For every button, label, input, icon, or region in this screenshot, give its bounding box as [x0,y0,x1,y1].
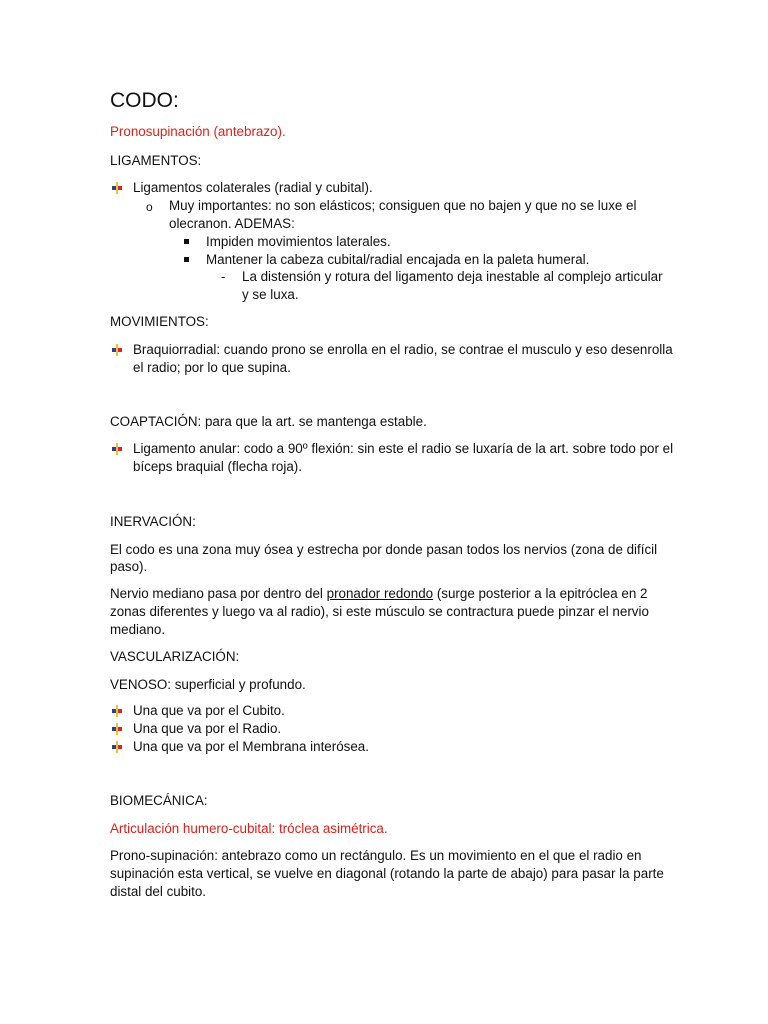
arrow-bullet-icon [112,741,122,753]
list-item-cont: olecranon. ADEMAS: [169,216,295,231]
list-item-cont: el radio; por lo que supina. [133,360,291,375]
square-bullet-icon [184,239,189,244]
subtitle-red: Pronosupinación (antebrazo). [110,124,286,139]
list-item-cont: bíceps braquial (flecha roja). [133,459,302,474]
heading-coaptacion: COAPTACIÓN: para que la art. se mantenga estable. [110,414,427,429]
list-item: Impiden movimientos laterales. [206,234,391,249]
list-item: Muy importantes: no son elásticos; consiguen que no bajen y que no se luxe el [169,198,637,213]
paragraph-text: Nervio mediano pasa por dentro del [110,586,327,601]
list-item: Una que va por el Cubito. [133,703,285,718]
heading-ligamentos: LIGAMENTOS: [110,153,202,168]
arrow-bullet-icon [112,723,122,735]
arrow-bullet-icon [112,443,122,455]
circle-bullet-icon: o [146,200,153,214]
page-title: CODO: [110,89,179,112]
arrow-bullet-icon [112,344,122,356]
paragraph-line: distal del cubito. [110,884,207,899]
list-item: Mantener la cabeza cubital/radial encajada en la paleta humeral. [206,252,590,267]
heading-movimientos: MOVIMIENTOS: [110,314,209,329]
list-item-cont: y se luxa. [242,287,299,302]
paragraph-line: supinación esta vertical, se vuelve en diagonal (rotando la parte de abajo) para pasar la parte [110,866,664,881]
paragraph-line: El codo es una zona muy ósea y estrecha por donde pasan todos los nervios (zona de difícil [110,542,658,557]
paragraph-text: (surge posterior a la epitróclea en 2 [433,586,648,601]
heading-inervacion: INERVACIÓN: [110,514,196,529]
paragraph-line: paso). [110,559,148,574]
list-item: Ligamentos colaterales (radial y cubital). [133,180,373,195]
arrow-bullet-icon [112,705,122,717]
paragraph-line: Prono-supinación: antebrazo como un rectángulo. Es un movimiento en el que el radio en [110,848,642,863]
paragraph-line: mediano. [110,622,166,637]
paragraph-line: zonas diferentes y luego va al radio), si este músculo se contractura puede pinzar el nervio [110,604,649,619]
list-item: Una que va por el Radio. [133,721,282,736]
paragraph-line: VENOSO: superficial y profundo. [110,677,306,692]
red-subheading: Articulación humero-cubital: tróclea asimétrica. [110,821,388,836]
arrow-bullet-icon [112,182,122,194]
paragraph-line [110,585,647,603]
dash-bullet-icon: - [221,269,226,284]
list-item: Ligamento anular: codo a 90º flexión: sin este el radio se luxaría de la art. sobre todo por el [133,441,674,456]
heading-biomecanica: BIOMECÁNICA: [110,793,208,808]
square-bullet-icon [184,257,189,262]
list-item: La distensión y rotura del ligamento deja inestable al complejo articular [242,269,663,284]
heading-vascularizacion: VASCULARIZACIÓN: [110,649,240,664]
underlined-term: pronador redondo [326,586,434,601]
list-item: Una que va por el Membrana interósea. [133,739,369,754]
list-item: Braquiorradial: cuando prono se enrolla en el radio, se contrae el musculo y eso desenrolla [133,342,673,357]
